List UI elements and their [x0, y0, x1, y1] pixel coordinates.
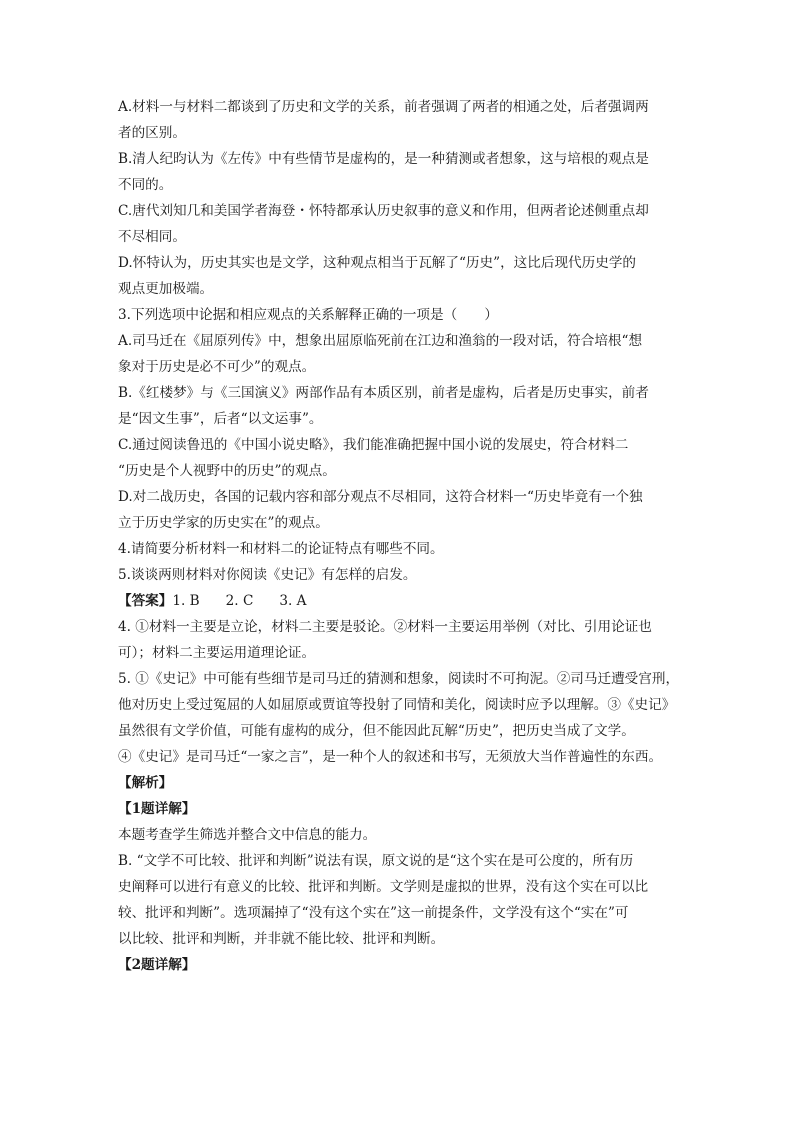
- answer-line: [118, 588, 686, 614]
- answer-label: 【答案】: [118, 593, 173, 609]
- question-3-stem: [118, 302, 686, 328]
- text-line: B.清人纪昀认为《左传》中有些情节是虚构的，是一种猜测或者想象，这与培根的观点是: [118, 151, 649, 167]
- text-line: 5. ①《史记》中可能有些细节是司马迁的猜测和想象，阅读时不可拘泥。②司马迁遭受宫刑，: [118, 671, 680, 687]
- q1-detail-heading: [118, 796, 686, 822]
- text-line: 不同的。: [118, 177, 173, 193]
- answer-5: [118, 666, 686, 770]
- text-line: 不尽相同。: [118, 229, 186, 245]
- text-line: 可）；材料二主要运用道理论证。: [118, 645, 316, 661]
- q1-detail-intro: [118, 822, 686, 848]
- text-line: A.材料一与材料二都谈到了历史和文学的关系，前者强调了两者的相通之处，后者强调两: [118, 99, 649, 115]
- q2-option-b: [118, 146, 686, 198]
- text-line: 较、批评和判断”。选项漏掉了“没有这个实在”这一前提条件，文学没有这个“实在”可: [118, 905, 629, 921]
- text-line: D.对二战历史，各国的记载内容和部分观点不尽相同，这符合材料一“历史毕竟有一个独: [118, 489, 643, 505]
- text-line: ④《史记》是司马迁“一家之言”，是一种个人的叙述和书写，无须放大当作普遍性的东西。: [118, 749, 663, 765]
- answer-row: [118, 588, 686, 614]
- q2-option-c: [118, 198, 686, 250]
- q2-detail-heading: [118, 952, 686, 978]
- text-line: 者的区别。: [118, 125, 186, 141]
- text-line: 象对于历史是必不可少”的观点。: [118, 359, 316, 375]
- text-line: 他对历史上受过冤屈的人如屈原或贾谊等投射了同情和美化，阅读时应予以理解。③《史记》: [118, 697, 676, 713]
- text-line: D.怀特认为，历史其实也是文学，这种观点相当于瓦解了“历史”，这比后现代历史学的: [118, 255, 637, 271]
- q1-detail-body: [118, 848, 686, 952]
- document-body: [118, 94, 686, 978]
- section-label: 【2题详解】: [118, 957, 196, 973]
- q2-option-a: [118, 94, 686, 146]
- q3-option-a: [118, 328, 686, 380]
- text-line: 史阐释可以进行有意义的比较、批评和判断。文学则是虚拟的世界，没有这个实在可以比: [118, 879, 649, 895]
- text-line: 4. ①材料一主要是立论，材料二主要是驳论。②材料一主要运用举例（对比、引用论证也: [118, 619, 652, 635]
- q3-option-b: [118, 380, 686, 432]
- text-line: C.唐代刘知几和美国学者海登・怀特都承认历史叙事的意义和作用，但两者论述侧重点却: [118, 203, 649, 219]
- text-line: B. “文学不可比较、批评和判断”说法有误，原文说的是“这个实在是可公度的，所有历: [118, 853, 634, 869]
- q2-option-d: [118, 250, 686, 302]
- question-4: [118, 536, 686, 562]
- text-line: 本题考查学生筛选并整合文中信息的能力。: [118, 827, 377, 843]
- text-line: 观点更加极端。: [118, 281, 214, 297]
- answer-item: 3. A: [279, 593, 307, 609]
- answer-item: 1. B: [172, 593, 200, 609]
- question-5: [118, 562, 686, 588]
- answer-item: 2. C: [225, 593, 254, 609]
- text-line: A.司马迁在《屈原列传》中，想象出屈原临死前在江边和渔翁的一段对话，符合培根“想: [118, 333, 643, 349]
- text-line: 4.请简要分析材料一和材料二的论证特点有哪些不同。: [118, 541, 444, 557]
- text-line: “历史是个人视野中的历史”的观点。: [118, 463, 336, 479]
- q3-option-c: [118, 432, 686, 484]
- answer-4: [118, 614, 686, 666]
- text-line: 虽然很有文学价值，可能有虚构的成分，但不能因此瓦解“历史”，把历史当成了文学。: [118, 723, 635, 739]
- section-label: 【解析】: [118, 775, 173, 791]
- text-line: B.《红楼梦》与《三国演义》两部作品有本质区别，前者是虚构，后者是历史事实，前者: [118, 385, 649, 401]
- text-line: 3.下列选项中论据和相应观点的关系解释正确的一项是（ ）: [118, 307, 498, 323]
- section-label: 【1题详解】: [118, 801, 196, 817]
- text-line: 立于历史学家的历史实在”的观点。: [118, 515, 329, 531]
- text-line: 以比较、批评和判断，并非就不能比较、批评和判断。: [118, 931, 445, 947]
- text-line: 是“因文生事”，后者“以文运事”。: [118, 411, 323, 427]
- q3-option-d: [118, 484, 686, 536]
- analysis-heading: [118, 770, 686, 796]
- text-line: 5.谈谈两则材料对你阅读《史记》有怎样的启发。: [118, 567, 417, 583]
- text-line: C.通过阅读鲁迅的《中国小说史略》，我们能准确把握中国小说的发展史，符合材料二: [118, 437, 629, 453]
